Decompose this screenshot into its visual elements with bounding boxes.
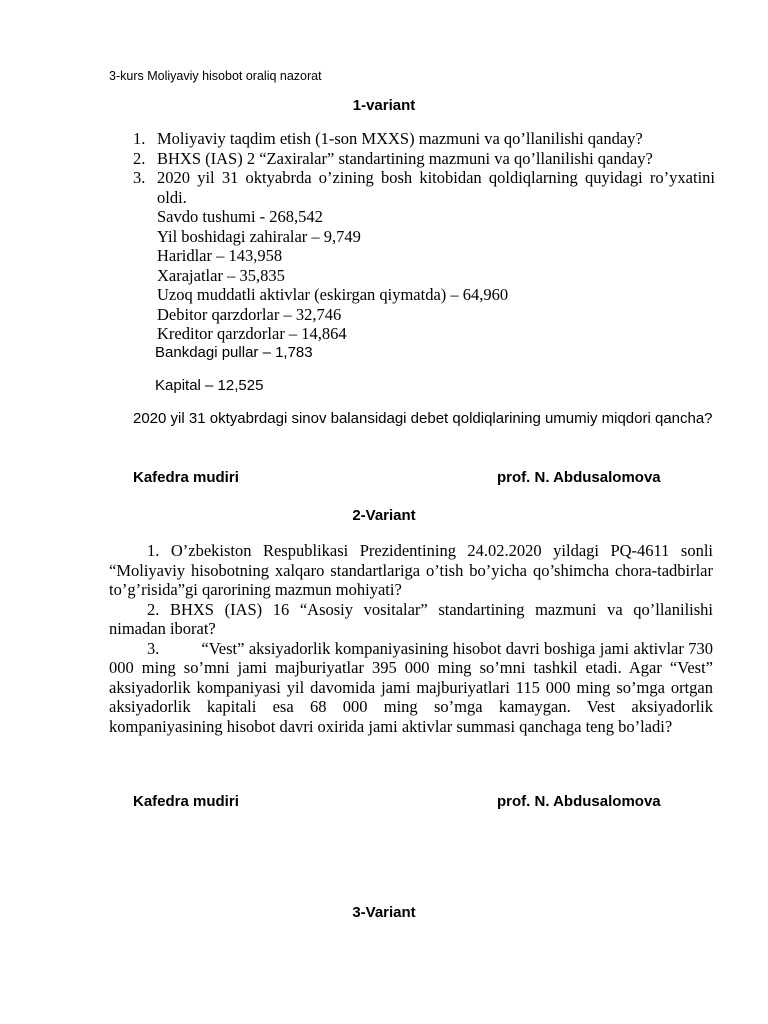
balance-item: Uzoq muddatli aktivlar (eskirgan qiymatda) – 64,960 — [157, 285, 509, 304]
variant2-heading: 2-Variant — [352, 507, 416, 524]
variant2-question-2: 2. BHXS (IAS) 16 “Asosiy vositalar” standartining mazmuni va qo’llanilishi nimadan iborat? — [109, 599, 713, 638]
variant1-question-list — [133, 129, 715, 207]
variant2-question-1: 1. O’zbekiston Respublikasi Prezidentining 24.02.2020 yildagi PQ-4611 sonli “Moliyaviy hisobotning xalqaro standartlariga o’tish bo’yicha qo’shimcha chora-tadbirlar to’g’risida”gi qarorining mazmun mohiyati? — [109, 541, 713, 599]
question-text: BHXS (IAS) 2 “Zaxiralar” standartining mazmuni va qo’llanilishi qanday? — [157, 148, 653, 168]
question-text: Moliyaviy taqdim etish (1-son MXXS) mazmuni va qo’llanilishi qanday? — [157, 129, 643, 148]
capital-balance: Kapital – 12,525 — [155, 377, 264, 394]
balance-item: Savdo tushumi - 268,542 — [157, 207, 323, 226]
question-text: “Vest” aksiyadorlik kompaniyasining hisobot davri boshiga jami aktivlar 730 000 ming so’mni jami majburiyatlar 395 000 ming so’mni tashkil etadi. Agar “Vest” aksiyadorlik kompaniyasi yil davomida jami majburiyatlari 115 000 ming so’mga ortgan aksiyadorlik kapitali esa 68 000 ming so’mga kamaygan. Vest aksiyadorlik kompaniyasining hisobot davri oxirida jami aktivlar summasi qanchaga teng bo’ladi? — [109, 638, 713, 736]
variant1-heading: 1-variant — [352, 97, 416, 114]
balance-item: Yil boshidagi zahiralar – 9,749 — [157, 226, 361, 246]
variant2-body — [109, 541, 713, 736]
variant3-heading: 3-Variant — [352, 904, 416, 921]
signature-title: Kafedra mudiri — [133, 793, 239, 810]
question-item — [133, 168, 715, 207]
question-number: 3. — [147, 638, 160, 658]
variant2-question-3 — [109, 639, 713, 737]
variant1-final-question: 2020 yil 31 oktyabrdagi sinov balansidagi debet qoldiqlarining umumiy miqdori qancha? — [133, 410, 713, 427]
question-number: 3. — [133, 168, 146, 187]
question-item — [133, 149, 715, 169]
signature-title: Kafedra mudiri — [133, 469, 239, 486]
bank-balance: Bankdagi pullar – 1,783 — [155, 344, 313, 361]
question-number: 2. — [133, 148, 146, 168]
balance-item: Debitor qarzdorlar – 32,746 — [157, 304, 342, 324]
question-item — [133, 129, 715, 149]
balance-item: Xarajatlar – 35,835 — [157, 265, 285, 285]
balance-item: Kreditor qarzdorlar – 14,864 — [157, 324, 347, 343]
course-title: 3-kurs Moliyaviy hisobot oraliq nazorat — [109, 69, 322, 83]
balance-item: Haridlar – 143,958 — [157, 246, 283, 265]
signature-name: prof. N. Abdusalomova — [497, 793, 661, 810]
question-text: 2020 yil 31 oktyabrda o’zining bosh kitobidan qoldiqlarning quyidagi ro’yxatini oldi. — [157, 168, 715, 207]
question-number: 1. — [133, 129, 146, 148]
signature-name: prof. N. Abdusalomova — [497, 469, 661, 486]
